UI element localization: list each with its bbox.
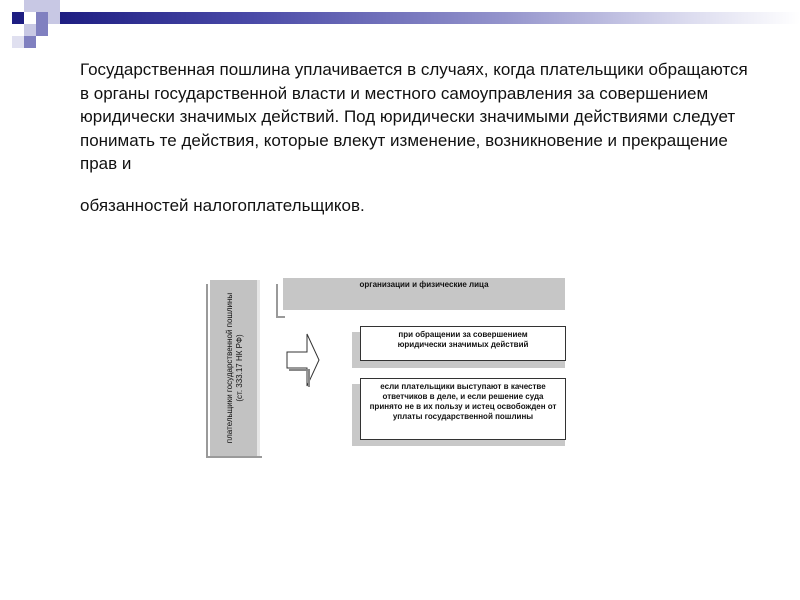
corner-square-8 [36,24,48,36]
corner-square-4 [48,0,60,12]
corner-square-10 [24,36,36,48]
corner-square-5 [36,12,48,24]
corner-square-7 [24,24,36,36]
condition-box-1: при обращении за совершением юридически значимых действий [360,326,566,361]
corner-square-6 [48,12,60,24]
main-paragraph-end: обязанностей налогоплательщиков. [80,196,365,215]
corner-square-1 [12,12,24,24]
top-box-label: организации и физические лица [359,280,489,289]
main-paragraph: Государственная пошлина уплачивается в случаях, когда плательщики обращаются в органы государственной власти и местного самоуправления за совершением юридически значимых действий. Под юридически значимыми действиями следует понимать те действия, которые влекут изменение, возникновение и прекращение прав и [80,60,748,173]
right-arrow-icon [285,330,321,390]
condition-box-2: если плательщики выступают в качестве ответчиков в деле, и если решение суда принято не в их пользу и истец освобожден от уплаты государственной пошлины [360,378,566,440]
corner-square-3 [36,0,48,12]
header-gradient-bar [60,12,800,24]
corner-square-2 [24,0,36,12]
corner-square-9 [12,36,24,48]
vertical-label: плательщики государственной пошлины (ст. 333.17 НК РФ) [225,292,244,444]
